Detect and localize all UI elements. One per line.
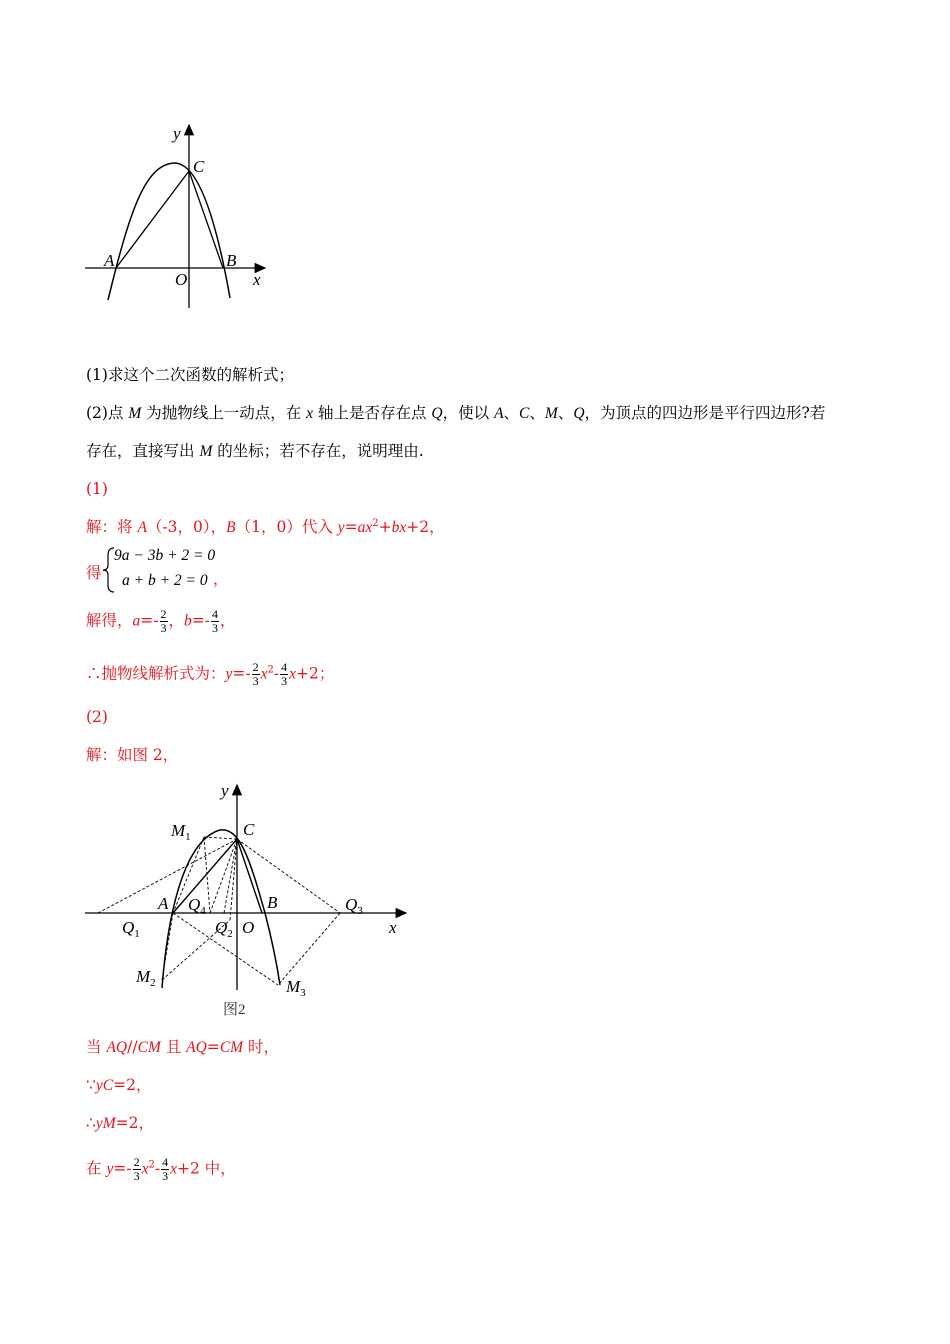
- label-y: y: [221, 781, 229, 800]
- question-1: (1)求这个二次函数的解析式；: [86, 366, 294, 384]
- solution-1-result: ∴抛物线解析式为：y=- $\frac{2}{3}$ $x^2-$ $\frac{4}{3}$ x+2；: [86, 660, 335, 688]
- label-A: A: [158, 894, 169, 913]
- label-C: C: [243, 820, 255, 839]
- system-comma: ，: [213, 570, 229, 588]
- label-Q1: $Q_1$: [122, 918, 140, 940]
- fraction-four-thirds: $\frac{4}{3}$: [212, 607, 218, 635]
- question-2-line-2: 存在，直接写出 M 的坐标；若不存在，说明理由.: [86, 442, 424, 460]
- fraction: $\frac{2}{3}$: [133, 1155, 140, 1183]
- solution-1-substitution: 解：将 A（-3，0），B（1，0）代入 $y=ax^2+bx+2$，: [86, 517, 445, 536]
- label-C: C: [193, 157, 205, 176]
- figure-2-parallelograms: [80, 780, 420, 1020]
- label-Q2: $Q_2$: [215, 918, 233, 940]
- label-M3: $M_3$: [286, 977, 306, 999]
- figure-caption: 图2: [223, 1002, 246, 1018]
- solution-1-coefficients: 解得，a=- $\frac{2}{3}$ ，b=- $\frac{4}{3}$ ，: [86, 607, 236, 635]
- label-A: A: [104, 251, 115, 270]
- label-Q3: $Q_3$: [345, 895, 363, 917]
- system-eq-1: 9a − 3b + 2 = 0: [114, 547, 216, 564]
- label-B: B: [267, 893, 278, 912]
- solution-2-therefore: ∴yM=2，: [86, 1114, 155, 1132]
- label-O: O: [175, 270, 188, 289]
- label-B: B: [226, 251, 237, 270]
- fraction: $\frac{4}{3}$: [281, 660, 288, 688]
- label-M2: $M_2$: [136, 967, 156, 989]
- segment-AC: [116, 171, 189, 268]
- label-y: y: [173, 124, 181, 143]
- label-Q4: $Q_4$: [188, 895, 206, 917]
- solution-1-header: (1): [86, 480, 108, 498]
- solution-2-intro: 解：如图 2，: [86, 746, 179, 764]
- label-x: x: [253, 270, 261, 289]
- solution-2-because: ∵yC=2，: [86, 1076, 152, 1094]
- fraction-two-thirds: $\frac{2}{3}$: [160, 607, 167, 635]
- fraction: $\frac{2}{3}$: [252, 660, 259, 688]
- label-x: x: [389, 918, 397, 937]
- figure-1-parabola: [80, 120, 280, 320]
- segment-CB: [189, 171, 223, 268]
- solution-2-header: (2): [86, 708, 108, 726]
- label-M1: $M_1$: [171, 821, 191, 843]
- label-O: O: [242, 918, 255, 937]
- segment-CB: [237, 839, 262, 913]
- solution-2-in-equation: 在 y=- $\frac{2}{3}$ $x^2-$ $\frac{4}{3}$ x+2 中，: [86, 1155, 236, 1183]
- label-de: 得: [86, 564, 102, 582]
- parabola-curve: [162, 830, 280, 988]
- parabola-curve: [108, 163, 230, 300]
- solution-2-condition: 当 AQ//CM 且 AQ=CM 时，: [86, 1038, 280, 1056]
- fraction: $\frac{4}{3}$: [162, 1155, 169, 1183]
- system-eq-2: a + b + 2 = 0: [122, 572, 208, 589]
- question-2-line-1: (2)点 M 为抛物线上一动点，在 x 轴上是否存在点 Q，使以 A、C、M、Q，为顶点的四边形是平行四边形?若: [86, 404, 826, 422]
